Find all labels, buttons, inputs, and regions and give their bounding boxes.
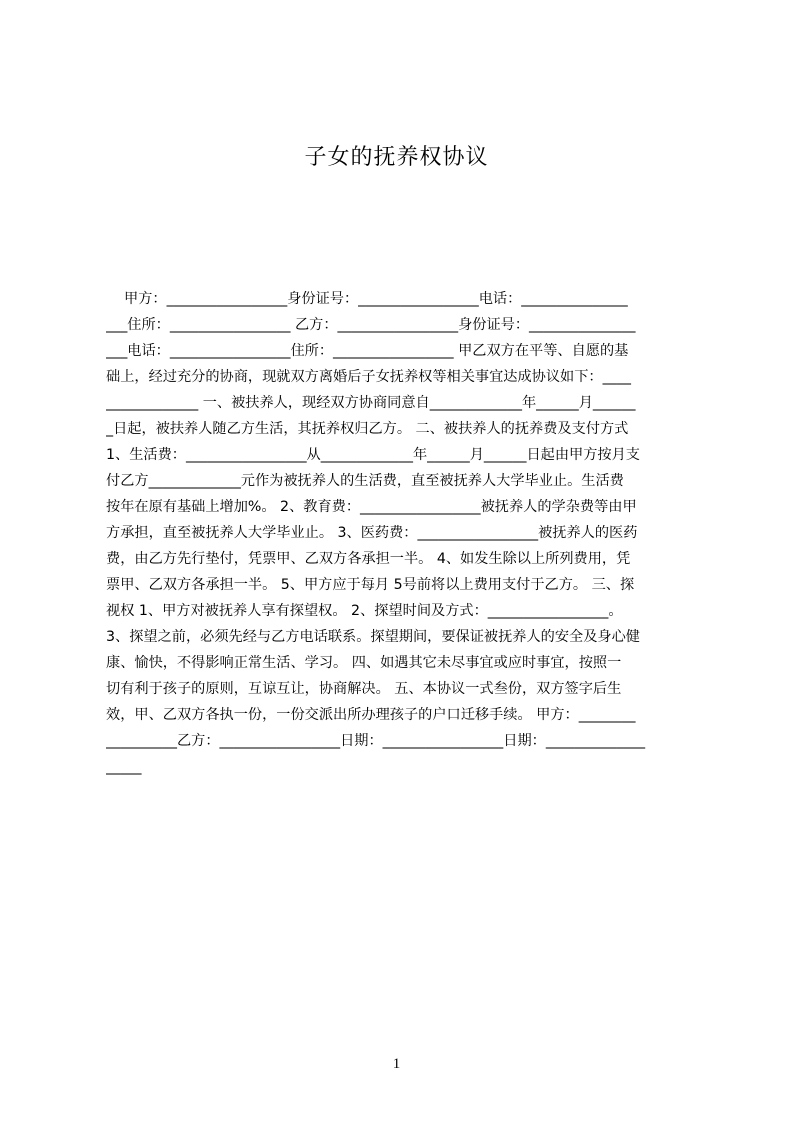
body-line-2: ___住所：_________________ 乙方：_________________身份证号：_______________ xyxy=(106,317,636,333)
body-line-8: 付乙方_____________元作为被抚养人的生活费，直至被抚养人大学毕业止。生活费 xyxy=(106,473,624,489)
body-line-19: _____ xyxy=(106,759,142,775)
body-line-9: 按年在原有基础上增加%。 2、教育费：_________________被抚养人的学杂费等由甲 xyxy=(106,499,637,515)
body-line-16: 切有利于孩子的原则，互谅互让，协商解决。 五、本协议一式叁份，双方签字后生 xyxy=(106,681,622,697)
body-line-15: 康、愉快，不得影响正常生活、学习。 四、如遇其它未尽事宜或应时事宜，按照一 xyxy=(106,655,622,671)
body-line-18: __________乙方：_________________日期：_________________日期：______________ xyxy=(106,733,646,749)
body-line-4: 础上，经过充分的协商，现就双方离婚后子女抚养权等相关事宜达成协议如下：____ xyxy=(106,369,631,385)
body-line-10: 方承担，直至被抚养人大学毕业止。 3、医药费：_________________被抚养人的医药 xyxy=(106,525,638,541)
agreement-body xyxy=(106,286,700,806)
body-line-7: 1、生活费：_________________从_____________年______月______日起由甲方按月支 xyxy=(106,447,640,463)
body-line-12: 票甲、乙双方各承担一半。 5、甲方应于每月 5号前将以上费用支付于乙方。 三、探 xyxy=(106,577,635,593)
body-line-14: 3、探望之前，必须先经与乙方电话联系。探望期间，要保证被抚养人的安全及身心健 xyxy=(106,629,640,645)
page-number: 1 xyxy=(392,1056,401,1072)
document-title: 子女的抚养权协议 xyxy=(304,145,489,170)
body-line-5: _____________ 一、被扶养人，现经双方协商同意自_____________年______月______ xyxy=(106,395,636,411)
body-line-11: 费，由乙方先行垫付，凭票甲、乙双方各承担一半。 4、如发生除以上所列费用，凭 xyxy=(106,551,631,567)
body-line-6: _日起，被扶养人随乙方生活，其抚养权归乙方。 二、被扶养人的抚养费及支付方式 xyxy=(106,421,629,437)
body-line-17: 效，甲、乙双方各执一份，一份交派出所办理孩子的户口迁移手续。 甲方：________ xyxy=(106,707,636,723)
body-line-1: 甲方：_________________身份证号：_________________电话：_______________ xyxy=(106,291,628,307)
body-line-3: ___电话：_________________住所：_________________ 甲乙双方在平等、自愿的基 xyxy=(106,343,629,359)
body-line-13: 视权 1、甲方对被抚养人享有探望权。 2、探望时间及方式：_________________。 xyxy=(106,603,623,619)
